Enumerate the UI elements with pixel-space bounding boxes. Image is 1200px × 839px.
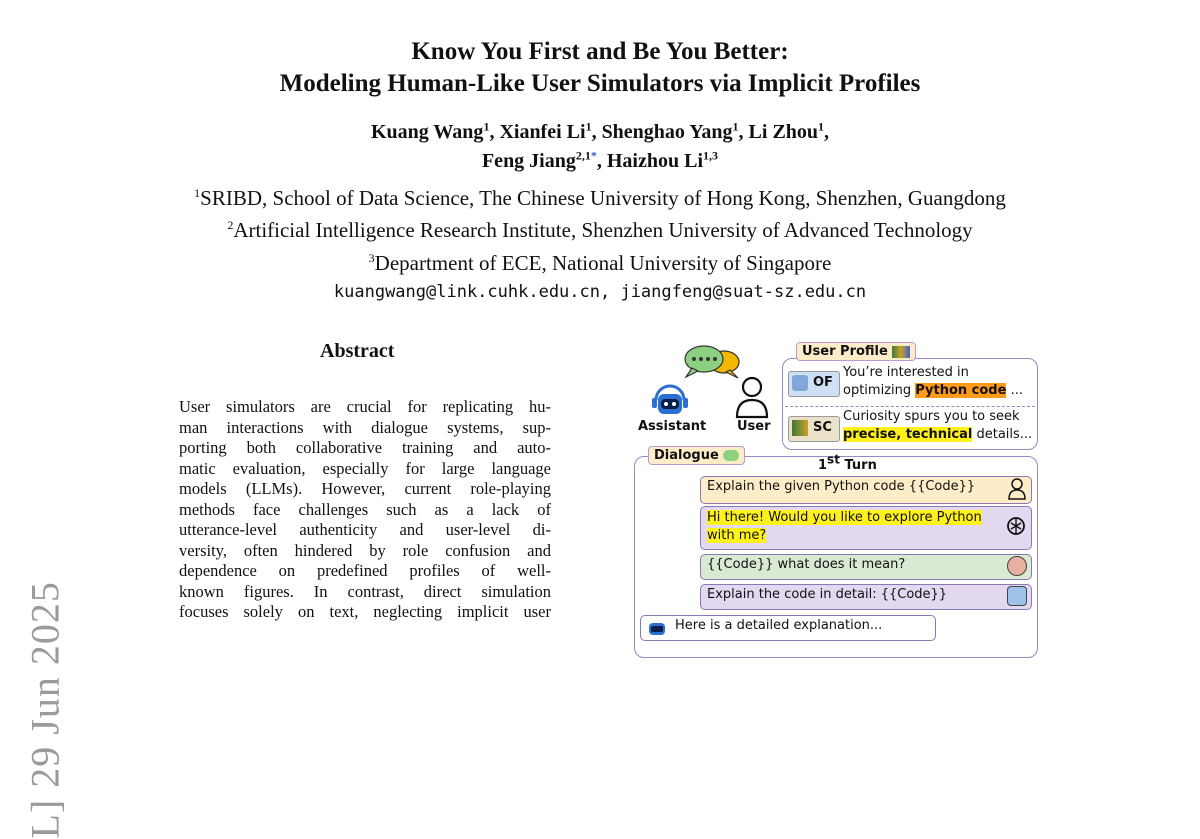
message-user-3: Explain the code in detail: {{Code}} [700,584,1032,610]
corresponding-mark: * [590,148,597,163]
chat-bubbles-icon [682,342,742,380]
paper-title-line1: Know You First and Be You Better: [411,38,789,65]
abstract-line: dependence on predefined profiles of well- [179,561,551,580]
figure-1 [630,338,1050,648]
abstract-line: User simulators are crucial for replicating hu- [179,397,551,416]
of-text: You’re interested in optimizing Python code ... [843,365,1023,398]
message-assistant-1: Here is a detailed explanation... [640,615,936,641]
author-name: Kuang Wang [370,121,484,143]
abstract-line: matic evaluation, especially for large language [179,458,551,478]
sc-text: Curiosity spurs you to seek precise, technical details... [843,409,1033,442]
author-name: Li Zhou [748,121,819,143]
arxiv-side-stamp: L] 29 Jun 2025 [22,581,68,839]
assistant-label: Assistant [638,419,707,434]
author-name: Haizhou Li [606,150,704,172]
user-icon [1007,477,1027,501]
simulated-user-icon [1007,556,1027,576]
dialogue-tag: Dialogue [648,446,745,465]
abstract-heading: Abstract [320,340,395,362]
abstract-line: models (LLMs). However, current role-playing [179,479,551,498]
dialogue-bubble-icon [723,450,739,461]
affiliation-2: $^2$Artificial Intelligence Research Institute, Shenzhen University of Advanced Technology [227,218,973,242]
author-name: Shenghao Yang [601,121,733,143]
openai-logo-icon [1005,515,1027,537]
assistant-robot-icon [647,618,667,636]
assistant-robot-icon [650,380,690,418]
abstract-line: known figures. In contrast, direct simulation [179,581,551,601]
of-tag: OF [788,371,840,397]
profile-image-icon [892,346,910,358]
user-profile-tag: User Profile [796,342,916,361]
profile-divider [785,406,1035,407]
of-icon [792,375,808,391]
author-emails: kuangwang@link.cuhk.edu.cn, jiangfeng@suat-sz.edu.cn [333,282,867,302]
abstract-line: methods face challenges such as a lack of [179,499,551,519]
sc-tag: SC [788,416,840,442]
paper-title-line2: Modeling Human-Like User Simulators via Implicit Profiles [279,70,921,97]
sc-icon [792,420,808,436]
abstract-line: porting both collaborative training and auto- [179,438,551,457]
message-llm-1: Hi there! Would you like to explore Python with me? [700,506,1032,550]
abstract-line: utterance-level authenticity and user-level di- [179,520,551,539]
abstract-line: man interactions with dialogue systems, sup- [179,417,551,437]
user-icon [734,374,770,420]
message-user-2: {{Code}} what does it mean? [700,554,1032,580]
user-label: User [737,419,771,434]
authors-line1: Kuang Wang$^1$, Xianfei Li$^1$, Shenghao Yang$^1$, Li Zhou$^1$, [370,119,830,143]
abstract-line: focuses solely on text, neglecting implicit user [179,602,551,621]
simulator-robot-icon [1007,586,1027,606]
turn-label: 1st Turn [818,452,877,473]
affiliation-3: $^3$Department of ECE, National University of Singapore [368,251,832,275]
author-name: Feng Jiang [481,150,576,172]
abstract-line: versity, often hindered by role confusion and [179,540,551,560]
abstract-body [179,397,551,623]
author-name: Xianfei Li [499,121,586,143]
message-user-1: Explain the given Python code {{Code}} [700,476,1032,504]
affiliation-1: $^1$SRIBD, School of Data Science, The Chinese University of Hong Kong, Shenzhen, Guangdong [194,186,1006,210]
authors-line2: Feng Jiang$^{2,1*}$, Haizhou Li$^{1,3}$ [481,148,719,172]
